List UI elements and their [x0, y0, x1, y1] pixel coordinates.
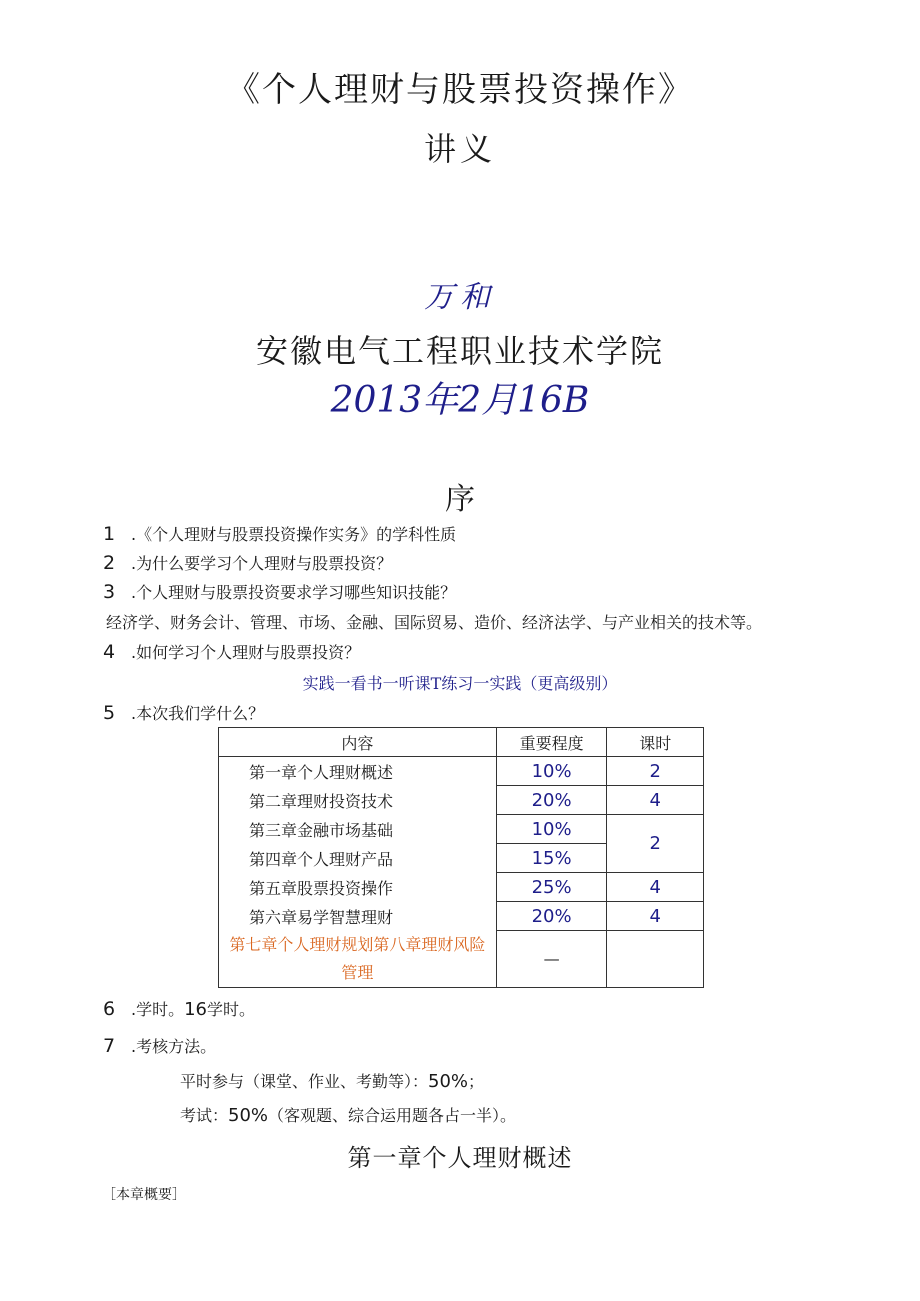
- hours-value: 16: [184, 999, 207, 1020]
- row-hours: 4: [607, 902, 704, 931]
- row-weight: —: [496, 931, 607, 988]
- preface-heading: 序: [445, 482, 475, 517]
- author-name: 万和: [424, 280, 496, 315]
- table-row: [219, 902, 704, 931]
- document-subtitle: 讲义: [423, 130, 496, 168]
- table-row: [219, 786, 704, 815]
- row-hours: 2: [607, 815, 704, 873]
- chapter-title: 第一章个人理财概述: [347, 1144, 573, 1172]
- list-item: 2 .为什么要学习个人理财与股票投资？: [103, 552, 393, 574]
- list-item: 6 .学时。16学时。: [103, 998, 256, 1020]
- row-weight: 10%: [496, 815, 607, 844]
- table-row: [219, 815, 704, 844]
- table-header-row: [219, 728, 704, 757]
- document-date: 2013年2月16B: [330, 380, 590, 421]
- row-content: 第六章易学智慧理财: [219, 902, 497, 931]
- row-hours: 4: [607, 873, 704, 902]
- list-item: 7 .考核方法。: [103, 1035, 217, 1057]
- document-title: 《个人理财与股票投资操作》: [226, 70, 694, 110]
- row-content: 第一章个人理财概述: [219, 757, 497, 786]
- assessment-exam: 考试：50%（客观题、综合运用题各占一半）。: [180, 1105, 517, 1126]
- list-item: 3 .个人理财与股票投资要求学习哪些知识技能？: [103, 581, 457, 603]
- course-table: [218, 727, 704, 988]
- row-weight: 10%: [496, 757, 607, 786]
- skills-text: 经济学、财务会计、管理、市场、金融、国际贸易、造价、经济法学、与产业相关的技术等。: [106, 613, 763, 632]
- row-weight: 15%: [496, 844, 607, 873]
- table-row: [219, 757, 704, 786]
- row-weight: 25%: [496, 873, 607, 902]
- learning-path: 实践一看书一听课T练习一实践（更高级别）: [302, 674, 618, 693]
- row-content: 第七章个人理财规划第八章理财风险管理: [219, 931, 497, 988]
- table-row: [219, 873, 704, 902]
- assessment-daily: 平时参与（课堂、作业、考勤等）：50%；: [180, 1071, 485, 1092]
- table-row: [219, 931, 704, 988]
- chapter-summary-label: ［本章概要］: [102, 1187, 186, 1203]
- row-content: 第四章个人理财产品: [219, 844, 497, 873]
- list-item: 4 .如何学习个人理财与股票投资？: [103, 641, 361, 663]
- list-item: 5 .本次我们学什么？: [103, 702, 265, 724]
- row-content: 第三章金融市场基础: [219, 815, 497, 844]
- row-content: 第二章理财投资技术: [219, 786, 497, 815]
- row-hours: [607, 931, 704, 988]
- row-weight: 20%: [496, 902, 607, 931]
- header-hours: 课时: [607, 728, 704, 757]
- row-hours: 2: [607, 757, 704, 786]
- header-content: 内容: [219, 728, 497, 757]
- row-content: 第五章股票投资操作: [219, 873, 497, 902]
- header-weight: 重要程度: [496, 728, 607, 757]
- row-hours: 4: [607, 786, 704, 815]
- row-weight: 20%: [496, 786, 607, 815]
- list-item: 1 .《个人理财与股票投资操作实务》的学科性质: [103, 523, 457, 545]
- institution-name: 安徽电气工程职业技术学院: [255, 332, 664, 370]
